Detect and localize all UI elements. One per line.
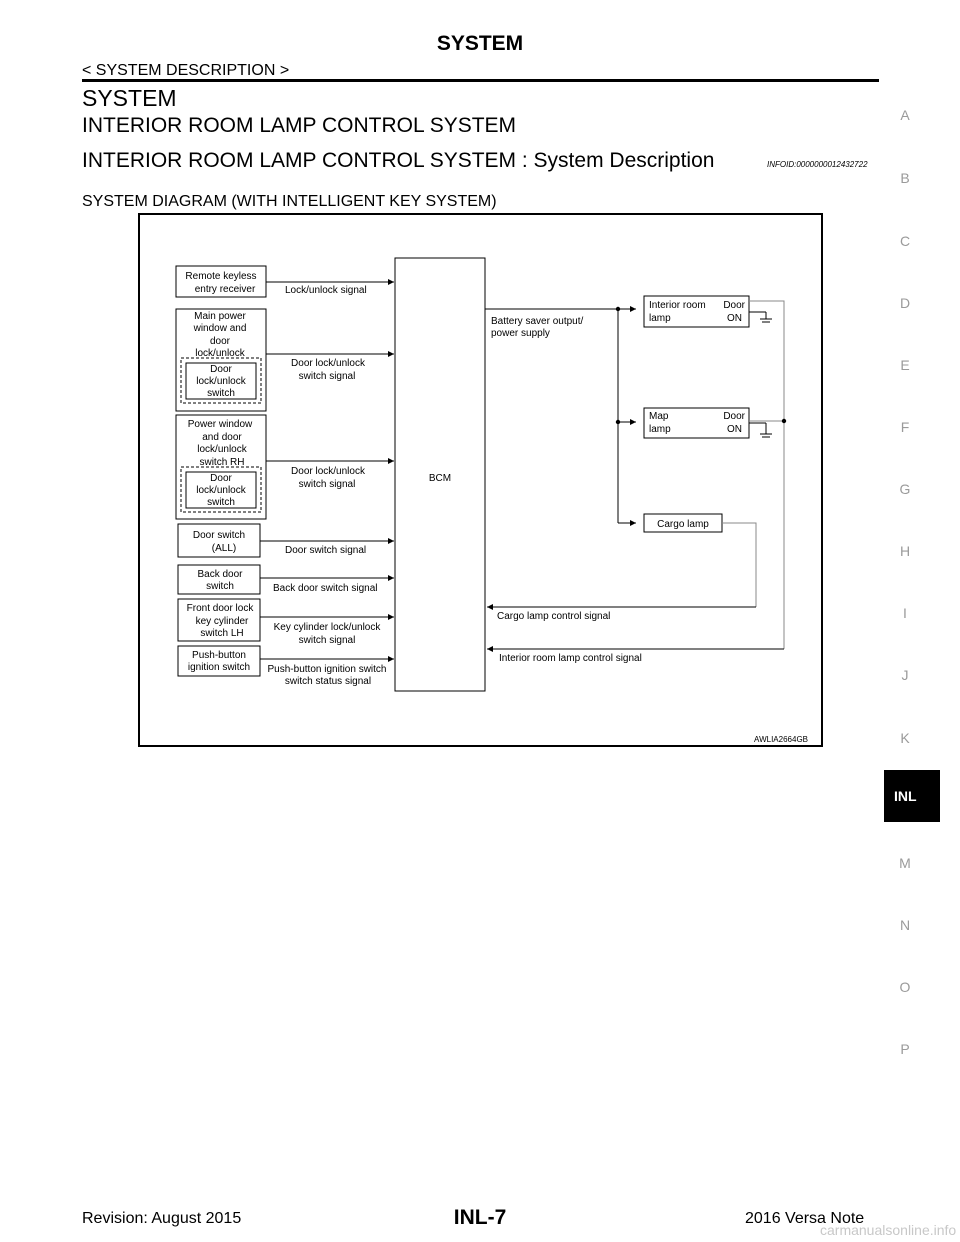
side-tab-g[interactable]: G (899, 481, 911, 497)
main-power-window-label: Main power window and door lock/unlock (193, 311, 247, 359)
cargo-control-label: Cargo lamp control signal (497, 611, 611, 622)
side-tab-o[interactable]: O (899, 979, 911, 995)
info-id: INFOID:0000000012432722 (767, 160, 868, 169)
junction-dot-2 (616, 420, 620, 424)
side-tab-i[interactable]: I (903, 605, 907, 621)
side-tab-p[interactable]: P (900, 1041, 910, 1057)
interior-room-control-label: Interior room lamp control signal (499, 653, 642, 664)
side-tab-e[interactable]: E (900, 357, 910, 373)
door-switch-all-label: Door switch (ALL) (192, 530, 246, 554)
side-tab-b[interactable]: B (900, 170, 910, 186)
door-lock-switch-label-1: Door lock/unlock switch (196, 364, 246, 399)
key-cylinder-signal-label: Key cylinder lock/unlock switch signal (273, 622, 381, 646)
back-door-signal-label: Back door switch signal (273, 583, 378, 594)
side-tab-h[interactable]: H (899, 543, 911, 559)
system-diagram (138, 213, 824, 748)
figure-code: AWLIA2664GB (754, 735, 808, 744)
section-heading: SYSTEM (82, 85, 177, 111)
side-tab-inl-active[interactable] (884, 770, 940, 822)
push-button-signal-label: Push-button ignition switch switch status signal (267, 664, 387, 687)
diagram-heading: SYSTEM DIAGRAM (WITH INTELLIGENT KEY SYSTEM) (82, 193, 497, 210)
side-tab-f[interactable]: F (900, 419, 910, 435)
back-door-switch-label: Back door switch (197, 569, 243, 592)
interior-room-control-path (749, 301, 784, 649)
topic-heading: INTERIOR ROOM LAMP CONTROL SYSTEM : System Description (82, 149, 715, 172)
side-tab-m[interactable]: M (899, 855, 911, 871)
interior-room-lamp-door-on: Door ON (723, 300, 745, 324)
junction-dot-3 (782, 419, 786, 423)
side-tab-j[interactable]: J (901, 667, 909, 683)
battery-saver-label: Battery saver output/ power supply (491, 316, 584, 339)
door-switch-signal-label: Door switch signal (285, 545, 367, 556)
watermark-text: carmanualsonline.info (820, 1222, 957, 1238)
footer-revision: Revision: August 2015 (82, 1210, 242, 1227)
door-lock-switch-label-2: Door lock/unlock switch (196, 473, 246, 508)
footer-model: 2016 Versa Note (745, 1210, 865, 1227)
map-lamp-label: Map lamp (649, 411, 671, 435)
breadcrumb: < SYSTEM DESCRIPTION > (82, 62, 290, 79)
page-header-title: SYSTEM (436, 32, 524, 55)
bcm-label: BCM (428, 473, 452, 484)
door-lock-signal-label-1: Door lock/unlock switch signal (291, 358, 365, 382)
push-button-ignition-label: Push-button ignition switch (187, 650, 251, 673)
subsection-heading: INTERIOR ROOM LAMP CONTROL SYSTEM (82, 114, 517, 137)
footer-page-number: INL-7 (453, 1206, 507, 1229)
side-tab-n[interactable]: N (899, 917, 911, 933)
junction-dot-1 (616, 307, 620, 311)
map-lamp-door-on: Door ON (723, 411, 745, 435)
side-tab-a[interactable]: A (900, 107, 910, 123)
header-rule (82, 79, 879, 82)
side-tab-c[interactable]: C (899, 233, 911, 249)
front-door-key-cylinder-label: Front door lock key cylinder switch LH (186, 603, 254, 639)
side-tab-d[interactable]: D (899, 295, 911, 311)
side-tab-k[interactable]: K (900, 730, 910, 746)
interior-room-lamp-label: Interior room lamp (649, 300, 706, 324)
door-lock-signal-label-2: Door lock/unlock switch signal (291, 466, 365, 490)
lock-unlock-signal-label: Lock/unlock signal (285, 285, 367, 296)
power-window-rh-label: Power window and door lock/unlock switch RH (187, 419, 253, 468)
remote-keyless-label: Remote keyless entry receiver (185, 271, 257, 295)
cargo-lamp-label: Cargo lamp (657, 519, 709, 530)
side-tab-inl-label: INL (894, 788, 917, 804)
cargo-control-path (722, 523, 756, 607)
